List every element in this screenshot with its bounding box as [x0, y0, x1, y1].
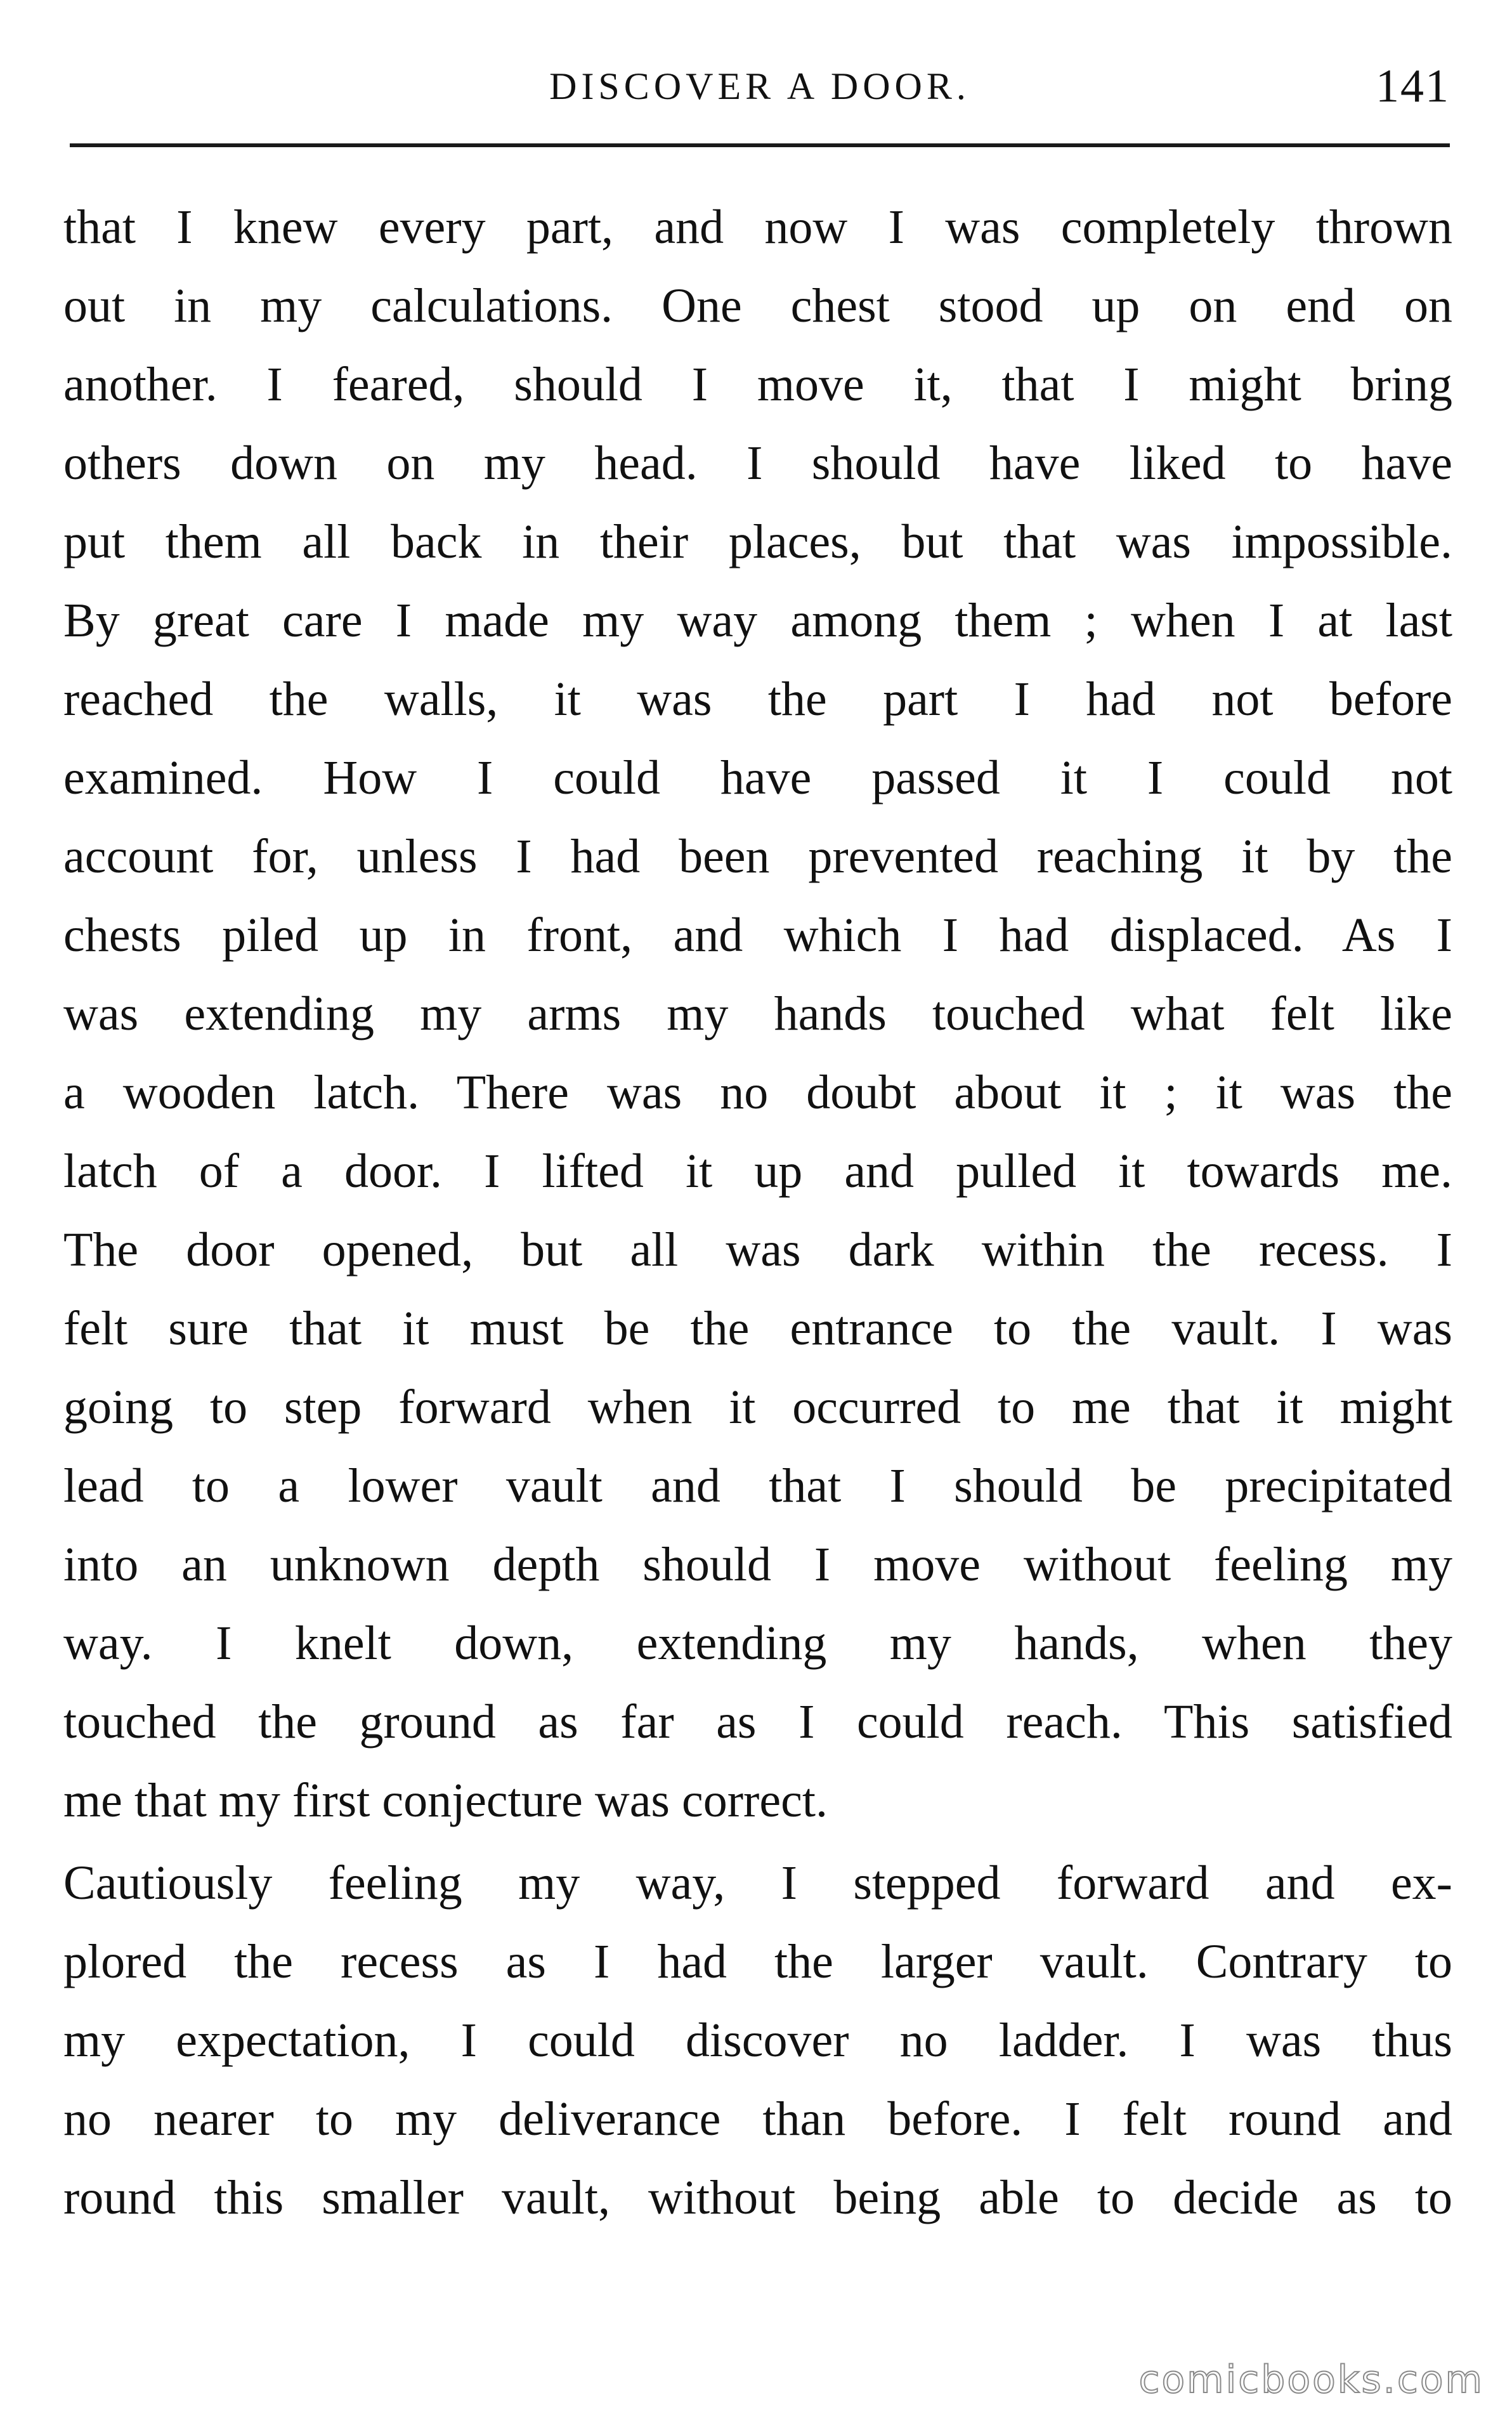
text-line: reached the walls, it was the part I had not before [63, 672, 1452, 726]
text-line: latch of a door. I lifted it up and pulled it towards me. [63, 1145, 1452, 1198]
text-line: round this smaller vault, without being able to decide as to [63, 2171, 1452, 2224]
text-line: chests piled up in front, and which I had displaced. As I [63, 909, 1452, 962]
text-line: me that my first conjecture was correct. [63, 1774, 828, 1827]
text-line: account for, unless I had been prevented reaching it by the [63, 830, 1452, 883]
text-line: examined. How I could have passed it I could not [63, 751, 1452, 804]
paragraph [63, 188, 1452, 1840]
header-rule [70, 143, 1450, 147]
text-line: going to step forward when it occurred to me that it might [63, 1381, 1452, 1434]
paragraph [63, 1844, 1452, 2237]
text-line: plored the recess as I had the larger vault. Contrary to [63, 1935, 1452, 1988]
text-line: put them all back in their places, but that was impossible. [63, 515, 1452, 568]
text-line: others down on my head. I should have liked to have [63, 436, 1452, 490]
body-text [63, 188, 1452, 2237]
text-line: no nearer to my deliverance than before. I felt round and [63, 2092, 1452, 2146]
running-head [70, 52, 1450, 122]
text-line: was extending my arms my hands touched what felt like [63, 987, 1452, 1040]
page-number: 141 [1376, 60, 1450, 112]
text-line: my expectation, I could discover no ladder. I was thus [63, 2014, 1452, 2067]
text-line: By great care I made my way among them ; when I at last [63, 594, 1452, 647]
text-line: that I knew every part, and now I was completely thrown [63, 200, 1452, 254]
text-line: another. I feared, should I move it, that I might bring [63, 358, 1452, 411]
text-line: felt sure that it must be the entrance to the vault. I was [63, 1302, 1452, 1355]
text-line: a wooden latch. There was no doubt about it ; it was the [63, 1066, 1452, 1119]
text-line: The door opened, but all was dark within the recess. I [63, 1223, 1452, 1276]
text-line: out in my calculations. One chest stood up on end on [63, 279, 1452, 332]
text-line: into an unknown depth should I move without feeling my [63, 1538, 1452, 1591]
text-line: Cautiously feeling my way, I stepped forward and ex- [63, 1856, 1452, 1910]
running-title: DISCOVER A DOOR. [549, 65, 970, 107]
watermark: comicbooks.com [1138, 2358, 1484, 2402]
text-line: touched the ground as far as I could reach. This satisfied [63, 1695, 1452, 1748]
text-line: way. I knelt down, extending my hands, when they [63, 1617, 1452, 1670]
text-line: lead to a lower vault and that I should be precipitated [63, 1459, 1452, 1512]
